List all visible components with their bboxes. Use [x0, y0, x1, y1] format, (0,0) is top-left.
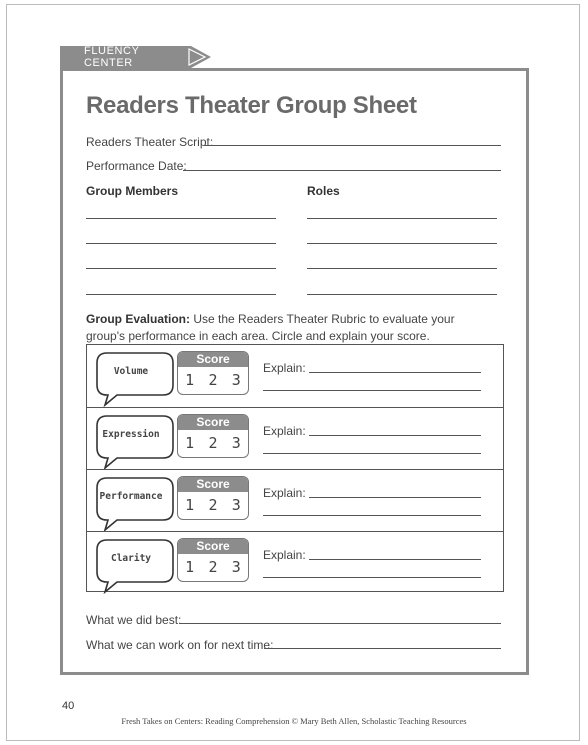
explain-line[interactable]	[263, 577, 481, 578]
score-option-1[interactable]: 1	[185, 558, 195, 576]
category-label: Performance	[99, 490, 163, 502]
member-line[interactable]	[86, 294, 276, 295]
explain-line[interactable]	[309, 559, 481, 560]
score-box	[177, 476, 249, 520]
evaluation-text: Use the Readers Theater Rubric to evaluate your group's performance in each area. Circle and explain your score.	[86, 312, 455, 343]
page-number: 40	[62, 700, 75, 712]
score-label: Score	[178, 415, 248, 430]
explain-label: Explain:	[263, 424, 306, 438]
page-title: Readers Theater Group Sheet	[86, 92, 417, 119]
script-label: Readers Theater Script:	[86, 135, 214, 149]
category-label: Expression	[102, 428, 160, 440]
member-line[interactable]	[86, 268, 276, 269]
evaluation-instructions	[86, 311, 496, 345]
score-option-2[interactable]: 2	[208, 558, 218, 576]
score-option-3[interactable]: 3	[231, 496, 241, 514]
explain-line[interactable]	[309, 497, 481, 498]
score-box	[177, 538, 249, 582]
score-box	[177, 414, 249, 458]
evaluation-row	[87, 407, 503, 469]
explain-line[interactable]	[263, 390, 481, 391]
score-option-2[interactable]: 2	[208, 496, 218, 514]
explain-label: Explain:	[263, 486, 306, 500]
section-tab-label: FLUENCY CENTER	[84, 45, 140, 69]
explain-label: Explain:	[263, 548, 306, 562]
score-label: Score	[178, 352, 248, 367]
role-line[interactable]	[307, 294, 497, 295]
score-box	[177, 351, 249, 395]
evaluation-table	[86, 344, 504, 592]
date-label: Performance Date:	[86, 159, 187, 173]
evaluation-row	[87, 469, 503, 531]
score-label: Score	[178, 539, 248, 554]
date-line[interactable]	[183, 170, 501, 171]
footer-credit: Fresh Takes on Centers: Reading Comprehension © Mary Beth Allen, Scholastic Teaching Resources	[121, 716, 467, 726]
member-line[interactable]	[86, 218, 276, 219]
work-line[interactable]	[264, 648, 501, 649]
section-tab	[60, 46, 190, 68]
score-option-2[interactable]: 2	[208, 434, 218, 452]
score-option-3[interactable]: 3	[231, 558, 241, 576]
category-label: Volume	[113, 365, 149, 377]
best-line[interactable]	[180, 623, 501, 624]
pencil-tip-icon	[183, 46, 213, 68]
explain-line[interactable]	[263, 453, 481, 454]
explain-line[interactable]	[263, 515, 481, 516]
score-option-1[interactable]: 1	[185, 371, 195, 389]
score-option-1[interactable]: 1	[185, 434, 195, 452]
role-line[interactable]	[307, 218, 497, 219]
evaluation-heading: Group Evaluation:	[86, 312, 191, 326]
explain-label: Explain:	[263, 361, 306, 375]
member-line[interactable]	[86, 243, 276, 244]
work-label: What we can work on for next time:	[86, 638, 274, 652]
score-option-3[interactable]: 3	[231, 434, 241, 452]
role-line[interactable]	[307, 243, 497, 244]
score-label: Score	[178, 477, 248, 492]
category-label: Clarity	[110, 552, 152, 564]
best-label: What we did best:	[86, 613, 182, 627]
script-line[interactable]	[205, 145, 501, 146]
evaluation-row	[87, 345, 503, 407]
score-option-1[interactable]: 1	[185, 496, 195, 514]
score-option-3[interactable]: 3	[231, 371, 241, 389]
explain-line[interactable]	[309, 372, 481, 373]
members-heading: Group Members	[86, 184, 179, 198]
roles-heading: Roles	[307, 184, 340, 198]
explain-line[interactable]	[309, 435, 481, 436]
score-option-2[interactable]: 2	[208, 371, 218, 389]
role-line[interactable]	[307, 268, 497, 269]
evaluation-row	[87, 531, 503, 593]
